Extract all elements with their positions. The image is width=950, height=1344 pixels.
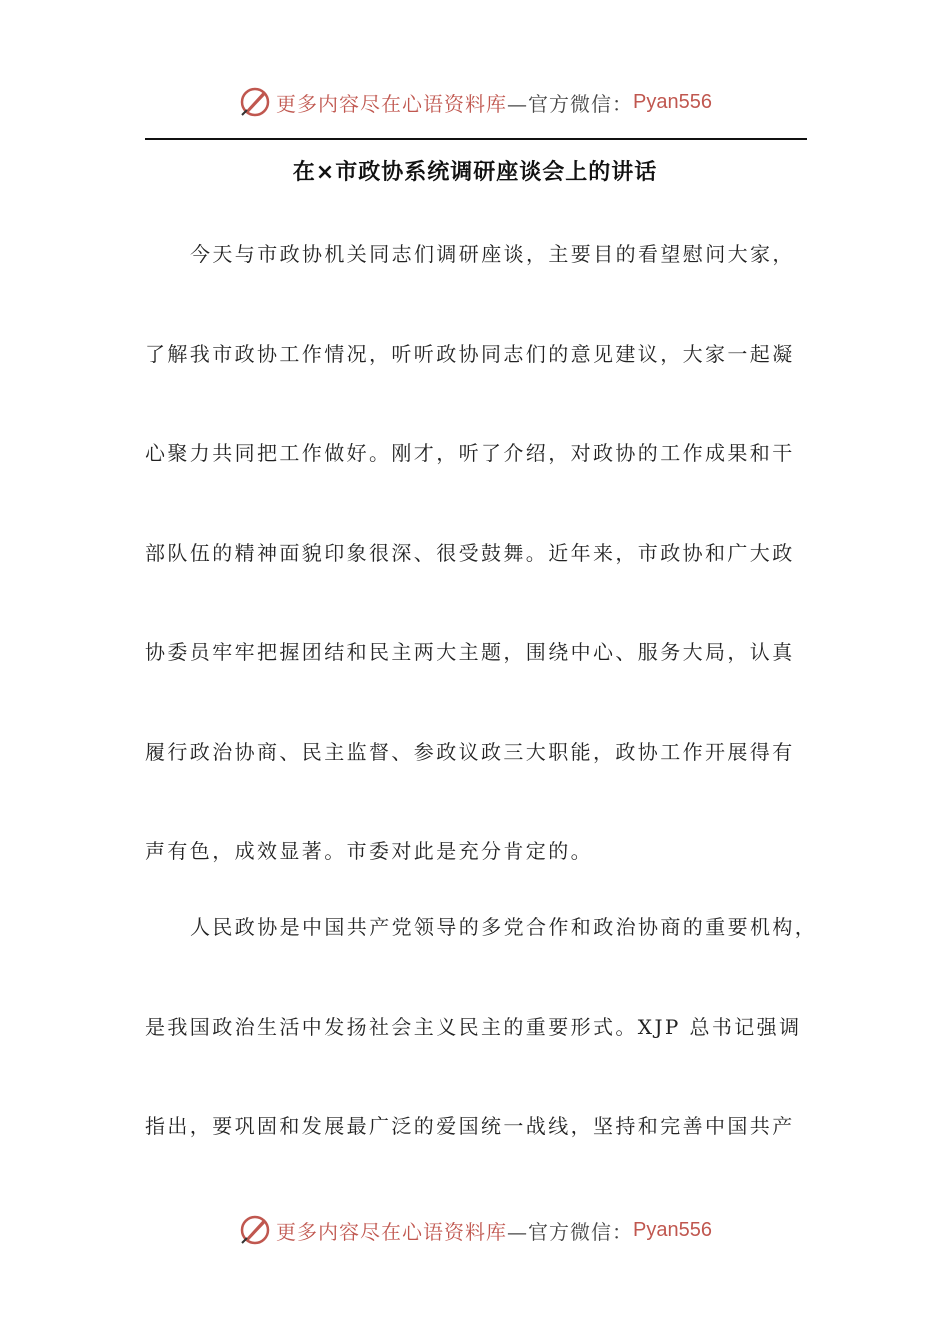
- document-title: 在×市政协系统调研座谈会上的讲话: [292, 160, 658, 185]
- body-line: 声有色，成效显著。市委对此是充分肯定的。: [145, 839, 593, 863]
- watermark-text: 更多内容尽在心语资料库: [276, 1219, 508, 1244]
- body-line: 了解我市政协工作情况，听听政协同志们的意见建议，大家一起凝: [145, 342, 795, 366]
- body-line: 协委员牢牢把握团结和民主两大主题，围绕中心、服务大局，认真: [145, 640, 795, 664]
- watermark-banner-top: [0, 82, 950, 122]
- body-line: 履行政治协商、民主监督、参政议政三大职能，政协工作开展得有: [145, 740, 795, 764]
- watermark-wechat-id: Pyan556: [633, 90, 712, 113]
- body-line: 指出，要巩固和发展最广泛的爱国统一战线，坚持和完善中国共产: [145, 1114, 795, 1138]
- body-line: 部队伍的精神面貌印象很深、很受鼓舞。近年来，市政协和广大政: [145, 541, 795, 565]
- watermark-text: 更多内容尽在心语资料库: [276, 91, 508, 116]
- quill-pen-logo-icon: [238, 1213, 272, 1247]
- body-line: 今天与市政协机关同志们调研座谈，主要目的看望慰问大家，: [190, 242, 795, 266]
- watermark-separator: —官方微信：: [507, 1219, 634, 1244]
- quill-pen-logo-icon: [238, 85, 272, 119]
- header-divider: [145, 138, 807, 140]
- watermark-wechat-id: Pyan556: [633, 1218, 712, 1241]
- watermark-banner-bottom: [0, 1210, 950, 1250]
- body-line: 心聚力共同把工作做好。刚才，听了介绍，对政协的工作成果和干: [145, 441, 795, 465]
- body-line: 人民政协是中国共产党领导的多党合作和政治协商的重要机构，: [190, 915, 818, 939]
- watermark-separator: —官方微信：: [507, 91, 634, 116]
- body-line: 是我国政治生活中发扬社会主义民主的重要形式。XJP 总书记强调: [145, 1015, 802, 1039]
